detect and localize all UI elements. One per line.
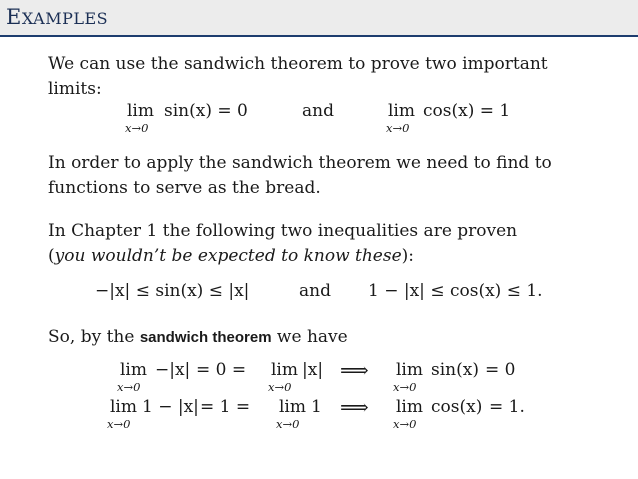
chain2-implies: ⟹ xyxy=(340,395,369,419)
chain1-eq2: = 0 xyxy=(485,360,516,380)
chain1-sub-b: x→0 xyxy=(268,380,292,394)
para4-bold: sandwich theorem xyxy=(139,329,272,346)
para2-line1: In order to apply the sandwich theorem we need to find to xyxy=(48,153,552,173)
para1-line1: We can use the sandwich theorem to prove two important xyxy=(48,54,548,74)
chain2-sub-a: x→0 xyxy=(107,417,131,431)
chain1-c: sin(x) xyxy=(431,360,479,380)
chain1-lim-a: lim xyxy=(120,360,147,380)
limit-sin-lim: lim xyxy=(127,101,154,121)
para2-line2: functions to serve as the bread. xyxy=(48,178,321,198)
limit-sin-expr: sin(x) = 0 xyxy=(164,101,248,121)
chain2-lim-c: lim xyxy=(396,397,423,417)
ineq-cos: 1 − |x| ≤ cos(x) ≤ 1. xyxy=(368,281,543,301)
para3-line1: In Chapter 1 the following two inequalities are proven xyxy=(48,221,518,241)
para3-line2: (you wouldn’t be expected to know these): xyxy=(48,246,415,266)
chain1-implies: ⟹ xyxy=(340,358,369,382)
title-first-letter: E xyxy=(6,5,22,29)
limits-and: and xyxy=(302,101,334,121)
ineq-and: and xyxy=(299,281,331,301)
chain1-b: |x| xyxy=(302,360,324,380)
chain1-sub-a: x→0 xyxy=(117,380,141,394)
chain2-eq2: = 1. xyxy=(489,397,525,417)
para3-italic: you wouldn’t be expected to know these xyxy=(54,246,402,266)
chain2-c: cos(x) xyxy=(431,397,483,417)
limit-cos-lim: lim xyxy=(388,101,415,121)
chain2-sub-b: x→0 xyxy=(276,417,300,431)
header-rule xyxy=(0,35,638,37)
chain2-a: 1 − |x| xyxy=(142,397,199,417)
chain2-lim-b: lim xyxy=(279,397,306,417)
chain1-sub-c: x→0 xyxy=(393,380,417,394)
para1-line2: limits: xyxy=(48,79,102,99)
chain1-eq1: = 0 = xyxy=(196,360,247,380)
para4: So, by the sandwich theorem we have xyxy=(48,327,348,347)
limit-cos-sub: x→0 xyxy=(386,121,410,135)
ineq-sin: −|x| ≤ sin(x) ≤ |x| xyxy=(95,281,250,301)
chain2-b: 1 xyxy=(311,397,322,417)
chain1-a: −|x| xyxy=(155,360,191,380)
chain2-eq1: = 1 = xyxy=(200,397,251,417)
chain2-sub-c: x→0 xyxy=(393,417,417,431)
title-rest: XAMPLES xyxy=(21,9,109,28)
chain2-lim-a: lim xyxy=(110,397,137,417)
chain1-lim-c: lim xyxy=(396,360,423,380)
limit-sin-sub: x→0 xyxy=(125,121,149,135)
slide-title xyxy=(6,5,108,29)
chain1-lim-b: lim xyxy=(271,360,298,380)
limit-cos-expr: cos(x) = 1 xyxy=(423,101,511,121)
